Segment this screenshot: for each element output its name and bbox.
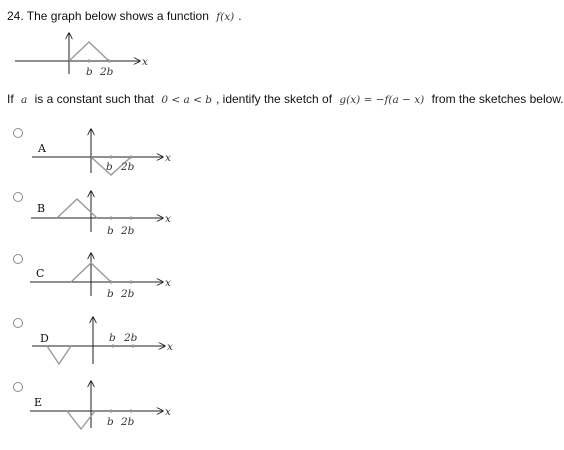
option-e-tick-label-2b: 2b [121, 416, 135, 428]
option-d-axis-label-x: x [167, 341, 173, 353]
option-b-tick-label-2b: 2b [121, 225, 135, 237]
option-a-graph [0, 127, 500, 177]
stem-text-from: from the sketches below. [431, 92, 564, 106]
question-text: 24. The graph below shows a function [7, 9, 209, 23]
option-b-label: B [37, 202, 46, 215]
option-a-axis-label-x: x [165, 152, 171, 164]
option-e-axis-label-x: x [165, 406, 171, 418]
option-c-label: C [36, 267, 45, 280]
question-period: . [238, 9, 242, 23]
option-e-label: E [34, 396, 43, 409]
option-a-tick-label-2b: 2b [121, 161, 135, 173]
stem-text-identify: , identify the sketch of [215, 92, 333, 106]
function-curve [69, 42, 109, 61]
tick-label-2b: 2b [100, 66, 114, 78]
axis-label-x: x [142, 56, 148, 68]
option-e-tick-label-b: b [107, 416, 114, 428]
option-d-tick-label-2b: 2b [124, 332, 138, 344]
option-d-label: D [40, 332, 49, 345]
stem-var-a: a [21, 94, 28, 106]
option-b-tick-label-b: b [107, 225, 114, 237]
option-c-graph [0, 251, 500, 301]
function-label: f(x) [216, 11, 235, 23]
question-title [7, 9, 242, 23]
option-a-label: A [38, 142, 46, 155]
option-d-curve [47, 346, 71, 364]
tick-label-b: b [86, 66, 93, 78]
question-stem [7, 92, 564, 106]
option-c-axis-label-x: x [165, 277, 171, 289]
option-a-tick-label-b: b [106, 161, 113, 173]
option-c-tick-label-b: b [107, 288, 114, 300]
stem-text-if: If [7, 92, 14, 106]
option-d-graph [0, 314, 500, 374]
option-b-graph [0, 190, 500, 240]
stem-condition: 0 < a < b [161, 94, 212, 106]
stem-text-constant: is a constant such that [34, 92, 155, 106]
option-b-axis-label-x: x [165, 213, 171, 225]
option-e-graph [0, 378, 500, 438]
option-d-tick-label-b: b [109, 332, 116, 344]
stem-g-definition: g(x) = −f(a − x) [339, 94, 425, 106]
main-graph [0, 30, 500, 80]
option-c-tick-label-2b: 2b [121, 288, 135, 300]
